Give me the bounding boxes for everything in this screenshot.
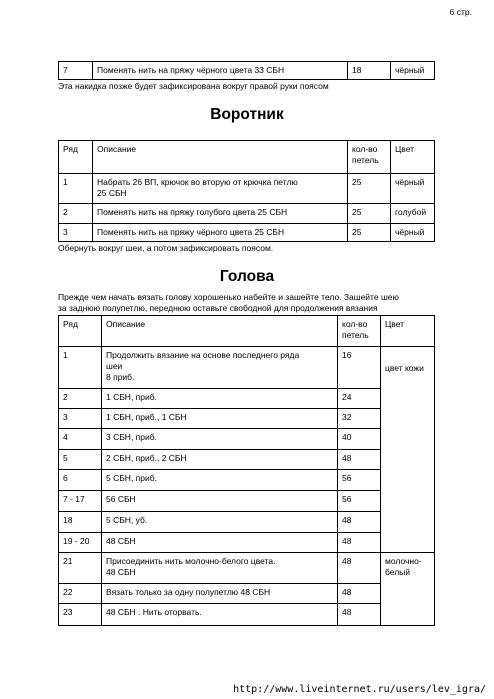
row-number-cell: 7 - 17: [59, 491, 102, 512]
table-row: [59, 491, 435, 512]
description-cell: 56 СБН: [102, 491, 338, 512]
table-row: [59, 409, 435, 429]
description-cell: Вязать только за одну полупетлю 48 СБН: [102, 584, 338, 604]
header-description: Описание: [102, 316, 338, 347]
head-intro: [58, 292, 438, 314]
header-row: Ряд: [59, 141, 93, 174]
stitch-count-cell: 48: [338, 553, 381, 584]
description-cell: Поменять нить на пряжу голубого цвета 25 СБН: [93, 204, 348, 224]
row-number-cell: 2: [59, 204, 93, 224]
header-count-line1: кол-во: [342, 319, 368, 329]
description-cell: Поменять нить на пряжу чёрного цвета 25 СБН: [93, 224, 348, 242]
row-number-cell: 3: [59, 409, 102, 429]
header-description: Описание: [93, 141, 348, 174]
color-cell: чёрный: [391, 224, 435, 242]
collar-note: Обернуть вокруг шеи, а потом зафиксировать поясом.: [58, 243, 274, 253]
description-cell: [93, 174, 348, 204]
row-number-cell: 4: [59, 429, 102, 450]
color-label-line2: белый: [385, 567, 411, 577]
description-cell: 5 СБН, приб.: [102, 470, 338, 491]
header-count-line2: петель: [352, 155, 379, 165]
header-row: Ряд: [59, 316, 102, 347]
stitch-count-cell: 56: [338, 470, 381, 491]
color-cell: чёрный: [391, 174, 435, 204]
table-row: [59, 533, 435, 553]
row-number-cell: 7: [59, 62, 93, 80]
row-number-cell: 3: [59, 224, 93, 242]
stitch-count-cell: 24: [338, 389, 381, 409]
table-row: [59, 470, 435, 491]
header-color: Цвет: [381, 316, 435, 347]
table-row: [59, 553, 435, 584]
collar-heading: Воротник: [210, 106, 284, 123]
table-row: [59, 450, 435, 470]
description-cell: 48 СБН: [102, 533, 338, 553]
header-count-line2: петель: [342, 330, 369, 340]
header-stitch-count: [348, 141, 391, 174]
row-number-cell: 1: [59, 174, 93, 204]
description-cell: [102, 347, 338, 389]
stitch-count-cell: 48: [338, 584, 381, 604]
description-cell: [102, 553, 338, 584]
description-line: Присоединить нить молочно-белого цвета.: [106, 556, 276, 566]
head-intro-line2: за заднюю полупетлю, переднюю оставьте свободной для продолжения вязания: [58, 303, 378, 313]
row-number-cell: 2: [59, 389, 102, 409]
footer-url[interactable]: http://www.liveinternet.ru/users/lev_igra/: [233, 684, 486, 695]
stitch-count-cell: 56: [338, 491, 381, 512]
table-row: [59, 204, 435, 224]
header-color: Цвет: [391, 141, 435, 174]
stitch-count-cell: 48: [338, 512, 381, 533]
header-stitch-count: [338, 316, 381, 347]
description-line: Набрать 26 ВП, крючок во вторую от крючка петлю: [97, 177, 298, 187]
table-row: [59, 174, 435, 204]
table-header-row: [59, 141, 435, 174]
table-row: [59, 62, 435, 80]
description-cell: 3 СБН, приб.: [102, 429, 338, 450]
table-row: [59, 512, 435, 533]
top-note: Эта накидка позже будет зафиксирована вокруг правой руки поясом: [58, 81, 329, 91]
row-number-cell: 21: [59, 553, 102, 584]
stitch-count-cell: 18: [348, 62, 391, 80]
head-heading: Голова: [219, 268, 275, 285]
table-row: [59, 224, 435, 242]
color-label-line1: молочно-: [385, 556, 422, 566]
color-label: цвет кожи: [385, 363, 424, 373]
description-cell: 5 СБН, уб.: [102, 512, 338, 533]
table-row: [59, 584, 435, 604]
stitch-count-cell: 25: [348, 174, 391, 204]
stitch-count-cell: 25: [348, 224, 391, 242]
head-intro-line1: Прежде чем начать вязать голову хорошенько набейте и зашейте тело. Зашейте шею: [58, 292, 399, 302]
description-line: 25 СБН: [97, 188, 127, 198]
row-number-cell: 23: [59, 604, 102, 626]
table-row: [59, 429, 435, 450]
color-cell-skin: [381, 347, 435, 553]
description-line: шеи: [106, 361, 123, 371]
color-cell: голубой: [391, 204, 435, 224]
stitch-count-cell: 32: [338, 409, 381, 429]
stitch-count-cell: 48: [338, 604, 381, 626]
description-line: 8 приб.: [106, 372, 135, 382]
header-count-line1: кол-во: [352, 144, 378, 154]
row-number-cell: 6: [59, 470, 102, 491]
stitch-count-cell: 16: [338, 347, 381, 389]
stitch-count-cell: 40: [338, 429, 381, 450]
stitch-count-cell: 25: [348, 204, 391, 224]
top-table: [58, 61, 435, 80]
row-number-cell: 18: [59, 512, 102, 533]
color-cell: чёрный: [391, 62, 435, 80]
color-cell-milk: [381, 553, 435, 626]
row-number-cell: 22: [59, 584, 102, 604]
page-number: 6 стр.: [449, 7, 472, 17]
table-row: [59, 604, 435, 626]
head-table: [58, 315, 435, 626]
stitch-count-cell: 48: [338, 533, 381, 553]
stitch-count-cell: 48: [338, 450, 381, 470]
description-cell: 1 СБН, приб., 1 СБН: [102, 409, 338, 429]
table-header-row: [59, 316, 435, 347]
description-cell: 48 СБН . Нить оторвать.: [102, 604, 338, 626]
table-row: [59, 347, 435, 389]
row-number-cell: 5: [59, 450, 102, 470]
description-line: 48 СБН: [106, 567, 136, 577]
row-number-cell: 19 - 20: [59, 533, 102, 553]
description-cell: 2 СБН, приб., 2 СБН: [102, 450, 338, 470]
collar-table: [58, 140, 435, 242]
description-line: Продолжить вязание на основе последнего ряда: [106, 350, 300, 360]
row-number-cell: 1: [59, 347, 102, 389]
description-cell: 1 СБН, приб.: [102, 389, 338, 409]
table-row: [59, 389, 435, 409]
description-cell: Поменять нить на пряжу чёрного цвета 33 СБН: [93, 62, 348, 80]
